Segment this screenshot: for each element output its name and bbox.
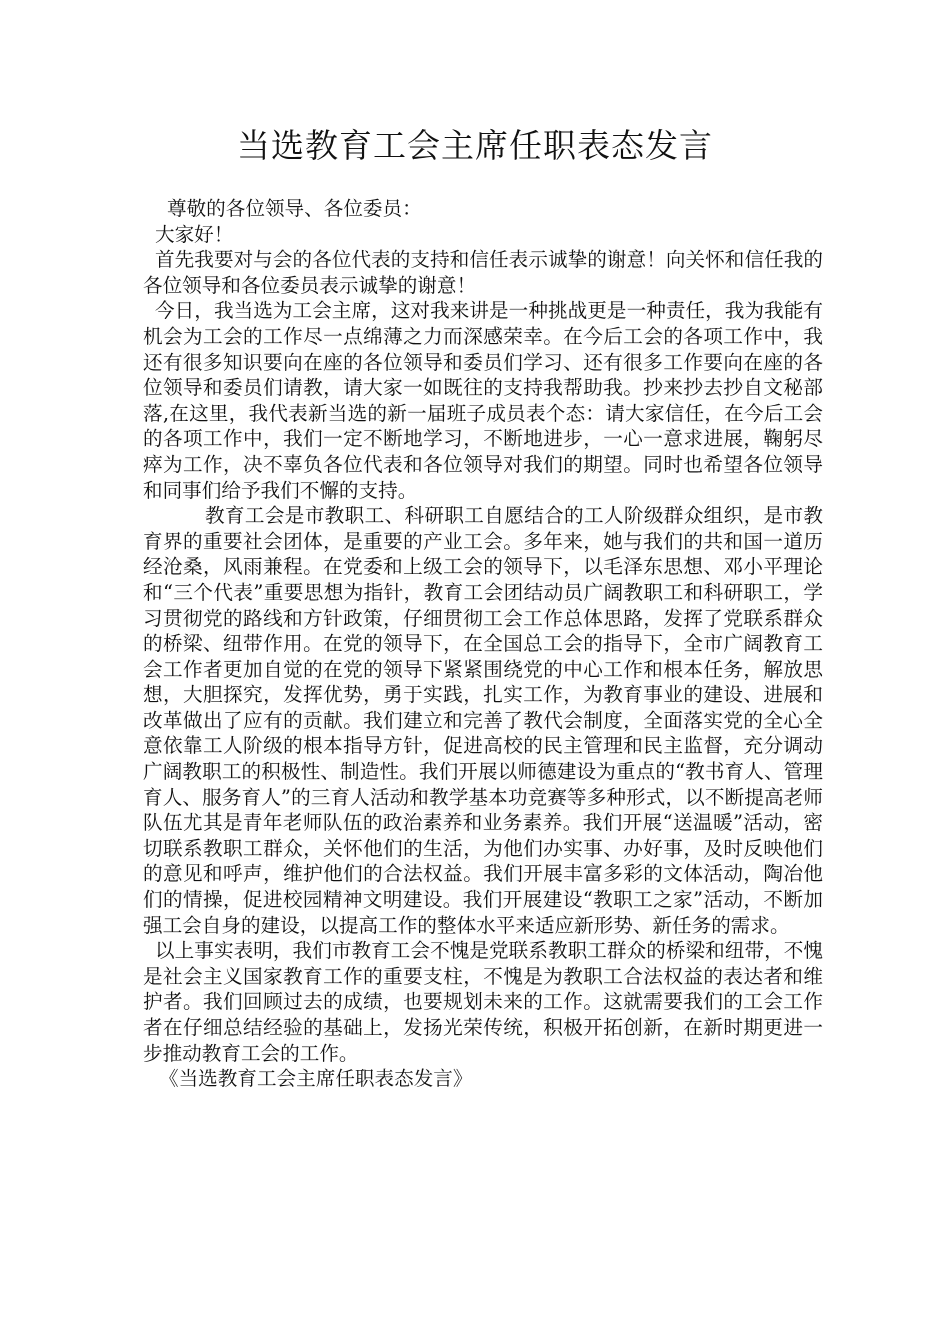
- paragraph-thanks: 首先我要对与会的各位代表的支持和信任表示诚挚的谢意！向关怀和信任我的各位领导和各位委员表示诚挚的谢意！: [143, 248, 823, 297]
- greeting-line: 大家好！: [155, 222, 234, 246]
- document-body: [143, 196, 823, 1092]
- paragraph-union-history: 教育工会是市教职工、科研职工自愿结合的工人阶级群众组织，是市教育界的重要社会团体，是重要的产业工会。多年来，她与我们的共和国一道历经沧桑，风雨兼程。在党委和上级工会的领导下，以毛泽东思想、邓小平理论和“三个代表”重要思想为指针，教育工会团结动员广阔教职工和科研职工，学习贯彻党的路线和方针政策，仔细贯彻工会工作总体思路，发挥了党联系群众的桥梁、纽带作用。在党的领导下，在全国总工会的指导下，全市广阔教育工会工作者更加自觉的在党的领导下紧紧围绕党的中心工作和根本任务，解放思想，大胆探究，发挥优势，勇于实践，扎实工作，为教育事业的建设、进展和改革做出了应有的贡献。我们建立和完善了教代会制度，全面落实党的全心全意依靠工人阶级的根本指导方针，促进高校的民主管理和民主监督，充分调动广阔教职工的积极性、制造性。我们开展以师德建设为重点的“教书育人、管理育人、服务育人”的三育人活动和教学基本功竞赛等多种形式，以不断提高老师队伍尤其是青年老师队伍的政治素养和业务素养。我们开展“送温暖”活动，密切联系教职工群众，关怀他们的生活，为他们办实事、办好事，及时反映他们的意见和呼声，维护他们的合法权益。我们开展丰富多彩的文体活动，陶冶他们的情操，促进校园精神文明建设。我们开展建设“教职工之家”活动，不断加强工会自身的建设，以提高工作的整体水平来适应新形势、新任务的需求。: [143, 504, 823, 937]
- document-title: 当选教育工会主席任职表态发言: [237, 126, 713, 165]
- paragraph-election: 今日，我当选为工会主席，这对我来讲是一种挑战更是一种责任，我为我能有机会为工会的工作尽一点绵薄之力而深感荣幸。在今后工会的各项工作中，我还有很多知识要向在座的各位领导和委员们学习、还有很多工作要向在座的各位领导和委员们请教，请大家一如既往的支持我帮助我。抄来抄去抄自文秘部落,在这里，我代表新当选的新一届班子成员表个态：请大家信任，在今后工会的各项工作中，我们一定不断地学习，不断地进步，一心一意求进展，鞠躬尽瘁为工作，决不辜负各位代表和各位领导对我们的期望。同时也希望各位领导和同事们给予我们不懈的支持。: [143, 299, 823, 502]
- paragraph-conclusion: 以上事实表明，我们市教育工会不愧是党联系教职工群众的桥梁和纽带，不愧是社会主义国家教育工作的重要支柱，不愧是为教职工合法权益的表达者和维护者。我们回顾过去的成绩，也要规划未来的工作。这就需要我们的工会工作者在仔细总结经验的基础上，发扬光荣传统，积极开拓创新，在新时期更进一步推动教育工会的工作。: [143, 939, 823, 1065]
- closing-title-line: 《当选教育工会主席任职表态发言》: [159, 1067, 473, 1091]
- salutation-line: 尊敬的各位领导、各位委员：: [167, 197, 422, 220]
